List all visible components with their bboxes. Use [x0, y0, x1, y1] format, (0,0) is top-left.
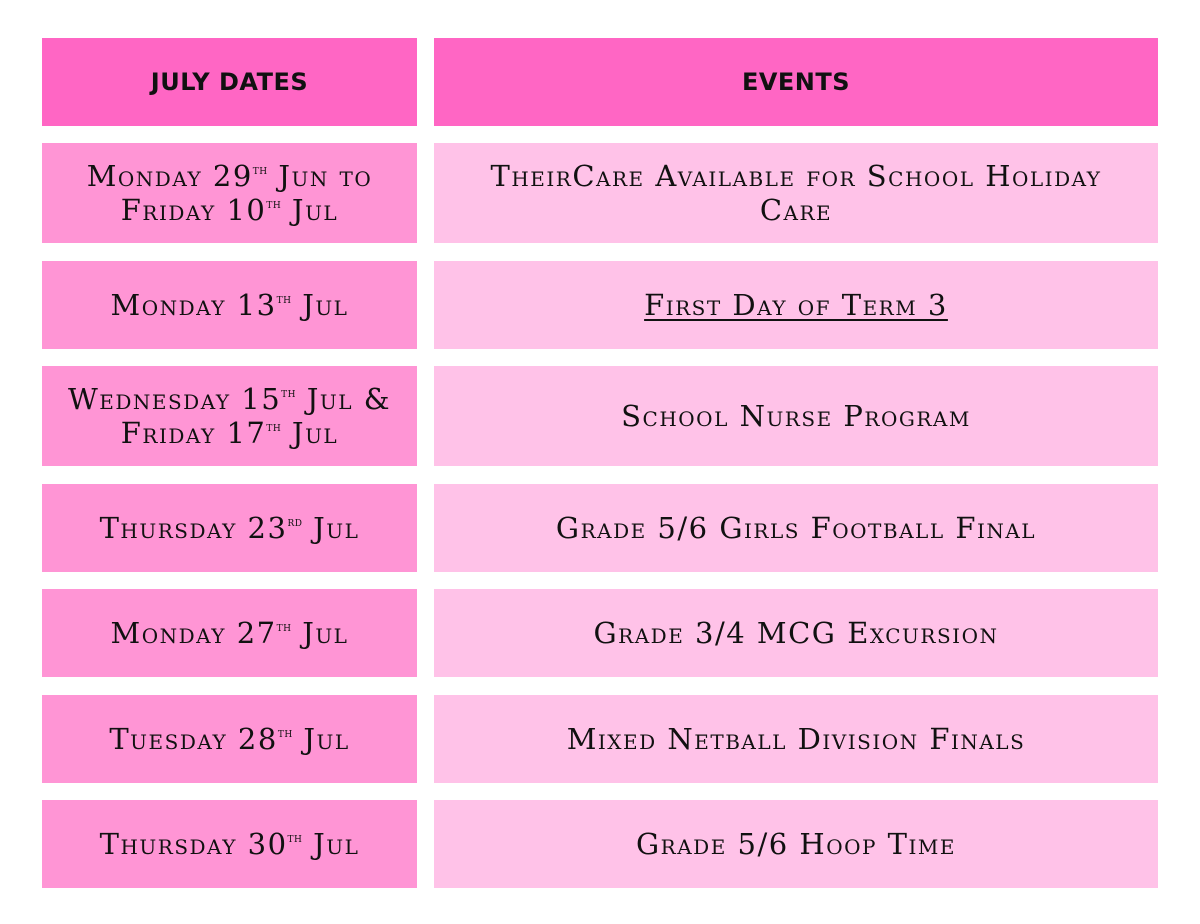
header-dates-label: JULY DATES	[150, 68, 309, 96]
event-cell-3: School Nurse Program	[434, 366, 1158, 466]
event-line-2: Care	[759, 193, 833, 227]
event-cell-4: Grade 5/6 Girls Football Final	[434, 484, 1158, 572]
date-cell-6: Tuesday 28th Jul	[42, 695, 417, 783]
event-cell-1	[434, 143, 1158, 243]
first-day-link[interactable]: First Day of Term 3	[644, 288, 948, 322]
event-line-1: TheirCare Available for School Holiday	[490, 159, 1102, 193]
date-line-2: Friday 17th Jul	[120, 416, 339, 450]
header-events	[434, 38, 1158, 126]
date-cell-7: Thursday 30th Jul	[42, 800, 417, 888]
event-cell-7: Grade 5/6 Hoop Time	[434, 800, 1158, 888]
header-dates	[42, 38, 417, 126]
date-cell-4: Thursday 23rd Jul	[42, 484, 417, 572]
date-line-2: Friday 10th Jul	[120, 193, 339, 227]
date-cell-2: Monday 13th Jul	[42, 261, 417, 349]
date-cell-3	[42, 366, 417, 466]
event-cell-2	[434, 261, 1158, 349]
date-cell-1	[42, 143, 417, 243]
date-cell-5: Monday 27th Jul	[42, 589, 417, 677]
event-cell-5: Grade 3/4 MCG Excursion	[434, 589, 1158, 677]
date-line-1: Wednesday 15th Jul &	[67, 382, 392, 416]
event-cell-6: Mixed Netball Division Finals	[434, 695, 1158, 783]
date-line-1: Monday 29th Jun to	[86, 159, 373, 193]
header-events-label: EVENTS	[741, 68, 851, 96]
